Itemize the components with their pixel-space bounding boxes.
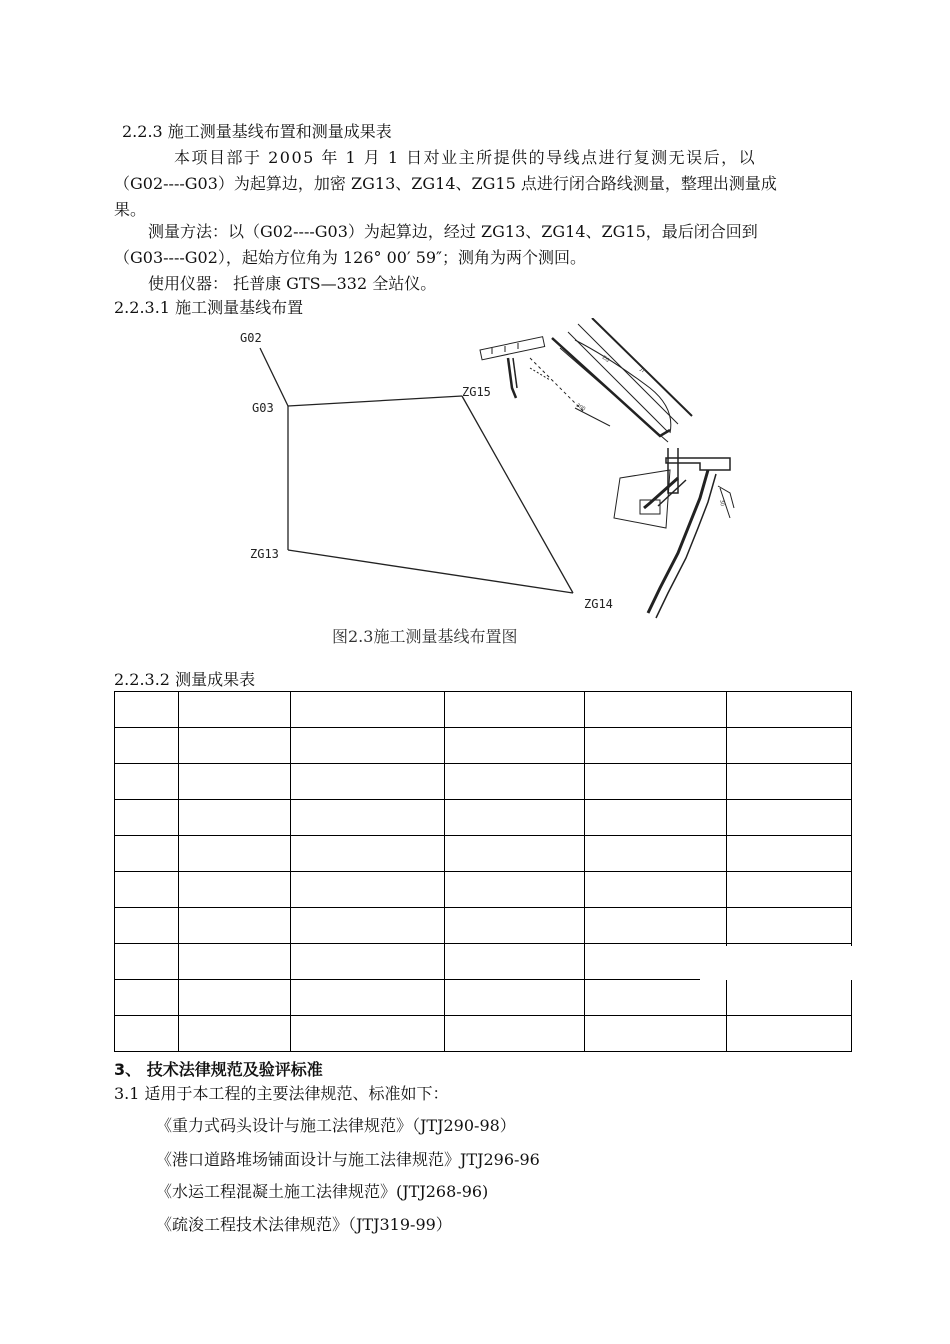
table-cell [179, 692, 291, 728]
table-cell [115, 944, 179, 980]
table-cell [179, 980, 291, 1016]
table-cell [727, 836, 852, 872]
table-cell [727, 692, 852, 728]
standard-item: 《疏浚工程技术法律规范》（JTJ319-99） [156, 1215, 452, 1234]
table-cell [115, 764, 179, 800]
section-heading-2-2-3-1: 2.2.3.1 施工测量基线布置 [114, 298, 304, 317]
table-cell [179, 728, 291, 764]
paragraph-line: （G03----G02），起始方位角为 126° 00′ 59″；测角为两个测回。 [114, 248, 587, 267]
table-cell [445, 872, 585, 908]
section-heading-2-2-3-2: 2.2.3.2 测量成果表 [114, 670, 256, 689]
svg-text:ZG: ZG [600, 354, 611, 364]
survey-results-table [114, 691, 852, 1052]
subsection-3-1: 3.1 适用于本工程的主要法律规范、标准如下： [114, 1084, 449, 1103]
point-label-zg13: ZG13 [250, 547, 279, 561]
paragraph-line: 果。 [114, 200, 147, 219]
table-cell [291, 980, 445, 1016]
table-cell [179, 1016, 291, 1052]
table-cell [727, 728, 852, 764]
table-cell [291, 908, 445, 944]
table-row [115, 692, 852, 728]
table-cell [115, 836, 179, 872]
table-cell [445, 944, 585, 980]
results-table-body [115, 692, 852, 1052]
table-cell [291, 944, 445, 980]
table-cell [179, 944, 291, 980]
table-cell [445, 800, 585, 836]
table-cell [115, 1016, 179, 1052]
table-row [115, 908, 852, 944]
table-cell [291, 836, 445, 872]
table-cell [115, 728, 179, 764]
table-cell [115, 692, 179, 728]
table-cell [115, 908, 179, 944]
point-label-zg14: ZG14 [584, 597, 613, 611]
table-cell [727, 980, 852, 1016]
table-cell [585, 764, 727, 800]
table-row [115, 764, 852, 800]
svg-text:300: 300 [575, 402, 587, 413]
traverse-lines [260, 348, 573, 593]
table-cell [291, 872, 445, 908]
table-cell [727, 764, 852, 800]
paragraph-line: （G02----G03）为起算边，加密 ZG13、ZG14、ZG15 点进行闭合路线测量，整理出测量成 [114, 174, 777, 193]
table-cell [445, 764, 585, 800]
table-cell [445, 908, 585, 944]
table-cell [445, 836, 585, 872]
table-cell [445, 728, 585, 764]
table-cell [727, 1016, 852, 1052]
table-cell [585, 836, 727, 872]
table-cell [585, 800, 727, 836]
table-row [115, 1016, 852, 1052]
table-cell [115, 872, 179, 908]
table-cell [727, 800, 852, 836]
table-cell [179, 908, 291, 944]
table-cell [727, 908, 852, 944]
table-row [115, 836, 852, 872]
table-cell [115, 800, 179, 836]
svg-text:JT: JT [638, 367, 647, 375]
blank-region [700, 946, 852, 980]
table-row [115, 800, 852, 836]
paragraph-line: 使用仪器： 托普康 GTS—332 全站仪。 [148, 274, 437, 293]
figure-caption: 图2.3施工测量基线布置图 [332, 627, 518, 646]
table-cell [179, 836, 291, 872]
baseline-layout-figure [230, 318, 770, 636]
table-cell [445, 1016, 585, 1052]
table-cell [445, 980, 585, 1016]
standard-item: 《港口道路堆场铺面设计与施工法律规范》JTJ296-96 [156, 1150, 540, 1169]
table-cell [291, 728, 445, 764]
section-heading-3: 3、 技术法律规范及验评标准 [114, 1060, 323, 1079]
table-cell [585, 1016, 727, 1052]
point-label-g03: G03 [252, 401, 274, 415]
section-heading-2-2-3: 2.2.3 施工测量基线布置和测量成果表 [122, 122, 392, 141]
table-cell [179, 800, 291, 836]
standard-item: 《重力式码头设计与施工法律规范》（JTJ290-98） [156, 1116, 516, 1135]
table-cell [291, 1016, 445, 1052]
paragraph-line: 本项目部于 2005 年 1 月 1 日对业主所提供的导线点进行复测无误后，以 [174, 148, 757, 167]
svg-text:30: 30 [718, 499, 726, 507]
table-cell [727, 872, 852, 908]
table-cell [585, 872, 727, 908]
paragraph-line: 测量方法：以（G02----G03）为起算边，经过 ZG13、ZG14、ZG15，最后闭合回到 [148, 222, 758, 241]
table-row [115, 872, 852, 908]
table-cell [585, 908, 727, 944]
point-label-zg15: ZG15 [462, 385, 491, 399]
table-cell [291, 692, 445, 728]
table-cell [291, 800, 445, 836]
table-cell [179, 764, 291, 800]
table-cell [585, 980, 727, 1016]
table-cell [291, 764, 445, 800]
table-row [115, 980, 852, 1016]
table-cell [445, 692, 585, 728]
point-label-g02: G02 [240, 331, 262, 345]
table-cell [115, 980, 179, 1016]
standard-item: 《水运工程混凝土施工法律规范》(JTJ268-96) [156, 1182, 489, 1201]
table-row [115, 728, 852, 764]
table-cell [585, 728, 727, 764]
table-cell [585, 692, 727, 728]
table-cell [179, 872, 291, 908]
